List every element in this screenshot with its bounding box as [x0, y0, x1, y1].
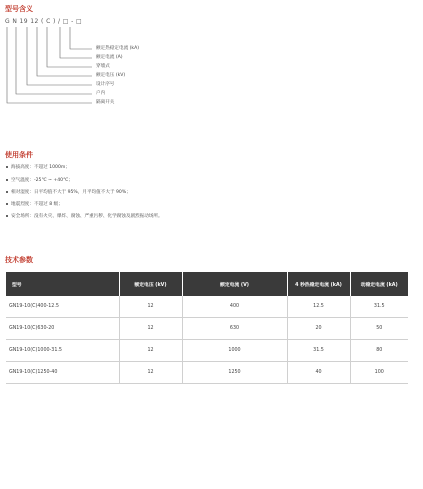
cell-rated-current: 1000 — [182, 340, 287, 362]
cell-rated-current: 1250 — [182, 362, 287, 384]
cell-rated-voltage: 12 — [119, 318, 182, 340]
cell-dynamic-current: 100 — [350, 362, 408, 384]
condition-text: 空气温度：-25℃ ~ +40℃； — [11, 178, 73, 183]
cell-rated-voltage: 12 — [119, 362, 182, 384]
cell-thermal-current: 31.5 — [287, 340, 350, 362]
cell-model: GN19-10(C)1250-40 — [6, 362, 119, 384]
cell-dynamic-current: 31.5 — [350, 296, 408, 318]
section-title-params: 技术参数 — [5, 256, 33, 264]
bullet-icon — [6, 166, 8, 168]
table-row — [6, 318, 408, 340]
header-rated-current: 额定电流 (V) — [182, 272, 287, 296]
cell-rated-voltage: 12 — [119, 340, 182, 362]
model-label-rated-voltage: 额定电压 (kV) — [96, 73, 126, 78]
cell-model: GN19-10(C)400-12.5 — [6, 296, 119, 318]
cell-model: GN19-10(C)630-20 — [6, 318, 119, 340]
table-header-row — [6, 272, 408, 296]
model-label-disconnector: 隔离开关 — [96, 100, 115, 105]
condition-text: 相对湿度：日平均值不大于 95%，月平均值不大于 90%； — [11, 190, 131, 195]
condition-item — [6, 178, 73, 184]
condition-item — [6, 165, 70, 171]
header-dynamic-current: 动稳定电流 (kA) — [350, 272, 408, 296]
table-row — [6, 296, 408, 318]
bullet-icon — [6, 215, 8, 217]
cell-dynamic-current: 50 — [350, 318, 408, 340]
section-title-model: 型号含义 — [5, 5, 33, 13]
params-table — [6, 272, 408, 384]
table-row — [6, 340, 408, 362]
condition-text: 安全场所：没有火灾、爆炸、腐蚀、严重污秽、化学腐蚀及剧烈振动场所。 — [11, 214, 163, 219]
model-code-diagram — [0, 0, 160, 120]
condition-item — [6, 190, 131, 196]
model-code: G N 19 12 ( C ) / □ - □ — [5, 18, 83, 25]
condition-text: 海拔高度：不超过 1000m； — [11, 165, 70, 170]
section-title-conditions: 使用条件 — [5, 151, 33, 159]
cell-thermal-current: 12.5 — [287, 296, 350, 318]
model-label-rated-current: 额定电流 (A) — [96, 55, 123, 60]
bullet-icon — [6, 179, 8, 181]
condition-item — [6, 214, 163, 220]
model-label-design-number: 设计序号 — [96, 82, 115, 87]
condition-text: 地震烈度：不超过 8 级； — [11, 202, 63, 207]
model-label-thermal-current: 额定热稳定电流 (kA) — [96, 46, 140, 51]
model-label-wall-type: 穿墙式 — [96, 64, 110, 69]
table-row — [6, 362, 408, 384]
header-thermal-current: 4 秒热稳定电流 (kA) — [287, 272, 350, 296]
cell-rated-current: 630 — [182, 318, 287, 340]
condition-item — [6, 202, 63, 208]
cell-dynamic-current: 80 — [350, 340, 408, 362]
header-model: 型号 — [6, 272, 119, 296]
bullet-icon — [6, 191, 8, 193]
cell-thermal-current: 40 — [287, 362, 350, 384]
cell-model: GN19-10(C)1000-31.5 — [6, 340, 119, 362]
cell-rated-current: 400 — [182, 296, 287, 318]
cell-thermal-current: 20 — [287, 318, 350, 340]
cell-rated-voltage: 12 — [119, 296, 182, 318]
bullet-icon — [6, 203, 8, 205]
header-rated-voltage: 额定电压 (kV) — [119, 272, 182, 296]
model-label-indoor: 户内 — [96, 91, 106, 96]
